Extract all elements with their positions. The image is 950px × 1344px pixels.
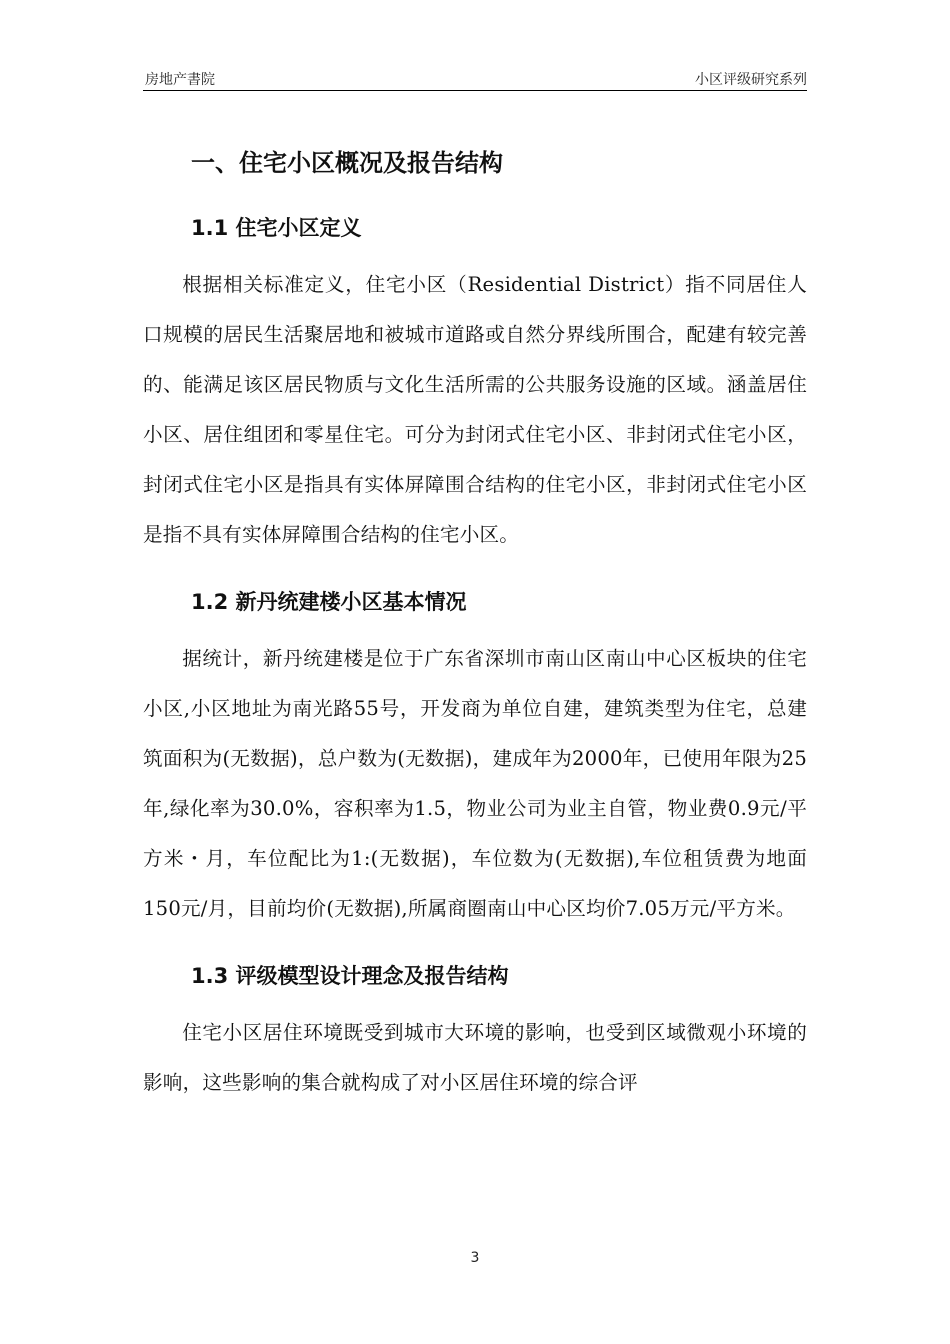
header-publisher: 房地产書院 <box>145 72 215 88</box>
section-body-1-1: 根据相关标准定义，住宅小区（Residential District）指不同居住人口规模的居民生活聚居地和被城市道路或自然分界线所围合，配建有较完善的、能满足该区居民物质与文化生活所需的公共服务设施的区域。涵盖居住小区、居住组团和零星住宅。可分为封闭式住宅小区、非封闭式住宅小区，封闭式住宅小区是指具有实体屏障围合结构的住宅小区，非封闭式住宅小区是指不具有实体屏障围合结构的住宅小区。 <box>143 273 807 546</box>
chapter-title: 一、住宅小区概况及报告结构 <box>191 149 503 177</box>
section-heading-1-2: 1.2 新丹统建楼小区基本情况 <box>191 590 467 614</box>
header-series-title: 小区评级研究系列 <box>695 72 807 88</box>
document-body <box>143 140 807 1108</box>
page-number: 3 <box>470 1250 480 1266</box>
section-body-1-3: 住宅小区居住环境既受到城市大环境的影响，也受到区域微观小环境的影响，这些影响的集合就构成了对小区居住环境的综合评 <box>143 1021 807 1094</box>
section-heading-1-3: 1.3 评级模型设计理念及报告结构 <box>191 964 509 988</box>
section-body-1-2: 据统计，新丹统建楼是位于广东省深圳市南山区南山中心区板块的住宅小区,小区地址为南光路55号，开发商为单位自建，建筑类型为住宅，总建筑面积为(无数据)，总户数为(无数据)，建成年为2000年，已使用年限为25年,绿化率为30.0%，容积率为1.5，物业公司为业主自管，物业费0.9元/平方米・月，车位配比为1:(无数据)，车位数为(无数据),车位租赁费为地面150元/月，目前均价(无数据),所属商圈南山中心区均价7.05万元/平方米。 <box>143 647 807 920</box>
page-header <box>143 62 807 91</box>
section-heading-1-1: 1.1 住宅小区定义 <box>191 216 362 240</box>
